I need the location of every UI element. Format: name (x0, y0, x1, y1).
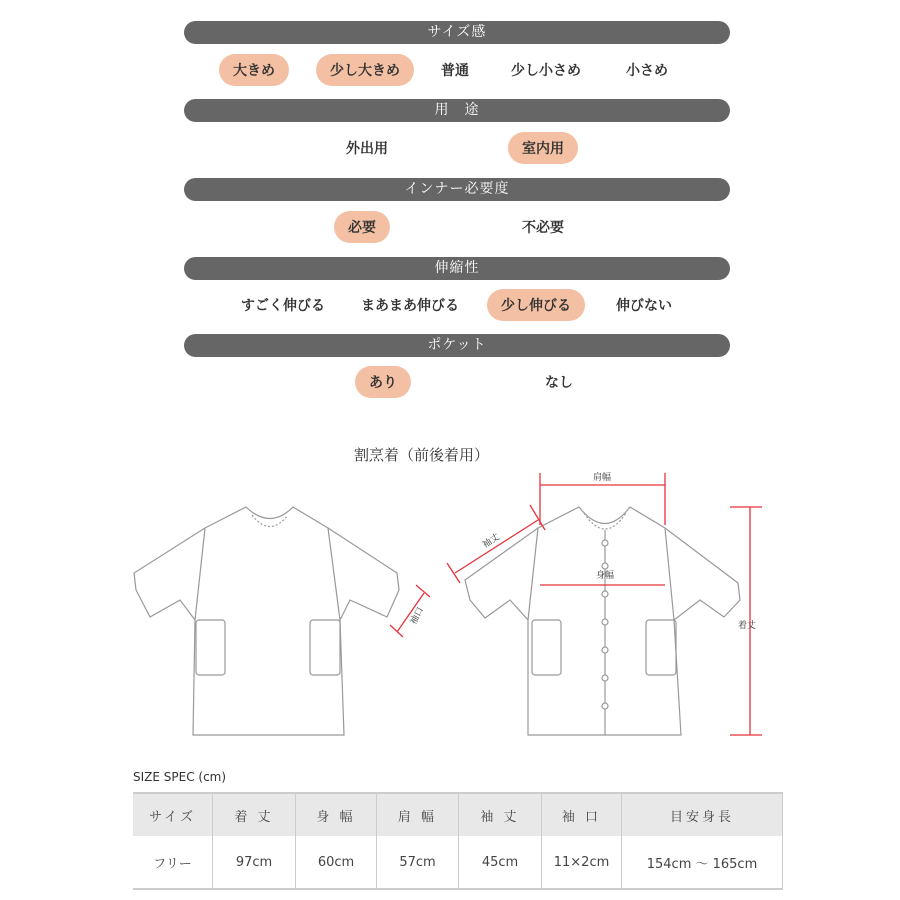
inner-need-option: 必要 (334, 211, 390, 243)
spec-title: SIZE SPEC (cm) (133, 770, 227, 784)
stretch-option: 少し伸びる (487, 289, 585, 321)
size-feel-option: 大きめ (219, 54, 289, 86)
back-view-garment (134, 507, 399, 735)
size-feel-option: 小さめ (626, 63, 668, 79)
table-cell: 60cm (296, 836, 377, 889)
table-cell: 57cm (377, 836, 459, 889)
usage-option: 室内用 (508, 132, 578, 164)
table-cell: 11×2cm (542, 836, 622, 889)
inner-need-header: インナー必要度 (184, 178, 730, 201)
inner-need-option: 不必要 (522, 220, 564, 236)
label-body-width: 身幅 (596, 571, 615, 581)
table-header-row (133, 793, 783, 836)
size-feel-option: 少し小さめ (511, 63, 581, 79)
table-header-cell: 目安身長 (622, 793, 783, 836)
table-header-cell: 袖 口 (542, 793, 622, 836)
usage-option: 外出用 (346, 141, 388, 157)
stretch-option: 伸びない (616, 298, 672, 314)
diagram-title: 割烹着（前後着用） (354, 446, 490, 464)
table-cell: 45cm (459, 836, 542, 889)
table-header-cell: サイズ (133, 793, 213, 836)
usage-header: 用 途 (184, 99, 730, 122)
table-cell: 97cm (213, 836, 296, 889)
table-cell: 154cm 〜 165cm (622, 836, 783, 889)
size-spec-table (133, 792, 783, 890)
label-length: 着丈 (738, 621, 757, 631)
table-header-cell: 着 丈 (213, 793, 296, 836)
size-feel-header: サイズ感 (184, 21, 730, 44)
table-row (133, 836, 783, 889)
table-cell: フリー (133, 836, 213, 889)
label-cuff: 袖口 (408, 605, 427, 627)
size-feel-option: 普通 (441, 63, 469, 79)
stretch-option: まあまあ伸びる (361, 298, 459, 314)
pocket-header: ポケット (184, 334, 730, 357)
stretch-option: すごく伸びる (241, 298, 325, 314)
front-view-garment (465, 507, 740, 735)
table-header-cell: 身 幅 (296, 793, 377, 836)
stretch-header: 伸縮性 (184, 257, 730, 280)
label-shoulder: 肩幅 (593, 473, 612, 483)
size-feel-option: 少し大きめ (316, 54, 414, 86)
table-header-cell: 肩 幅 (377, 793, 459, 836)
pocket-option: なし (545, 375, 573, 391)
table-header-cell: 袖 丈 (459, 793, 542, 836)
pocket-option: あり (355, 366, 411, 398)
label-sleeve-length: 袖丈 (481, 532, 502, 551)
